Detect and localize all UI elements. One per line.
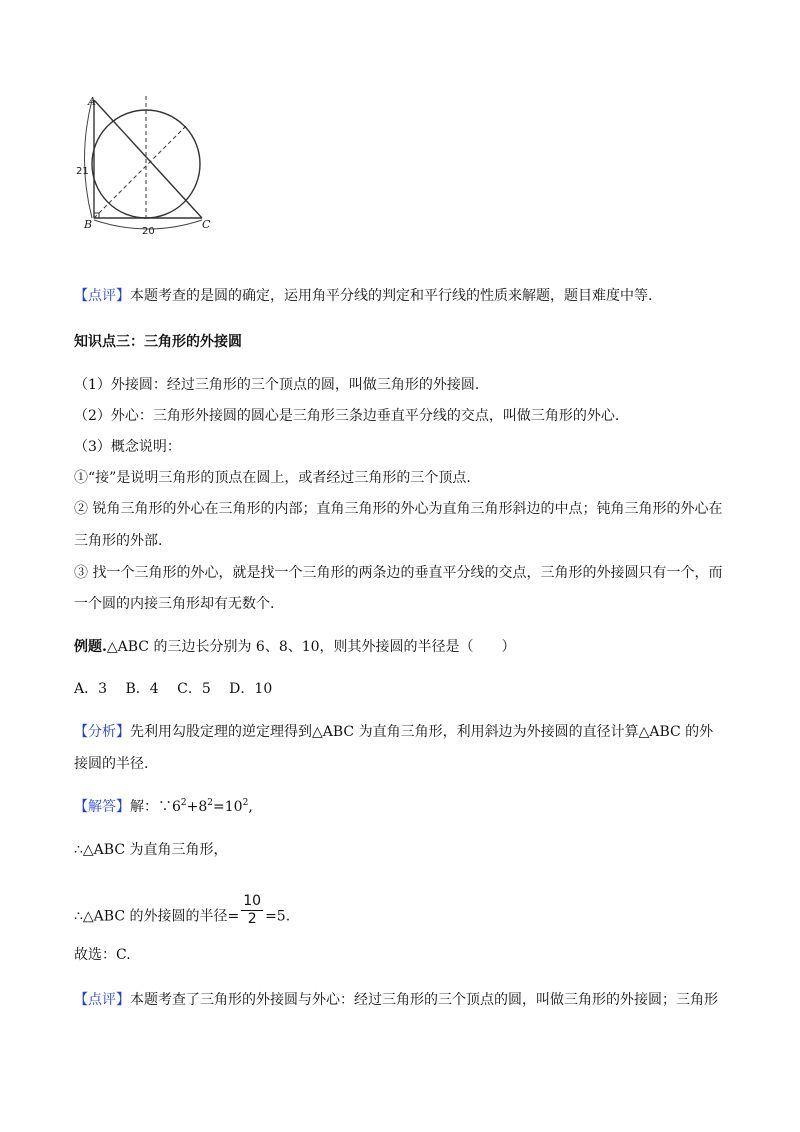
exponent: 2 [242, 798, 249, 808]
example-text: △ABC 的三边长分别为 6、8、10，则其外接圆的半径是（ ） [106, 639, 516, 655]
answer-options: A．3 B．4 C．5 D．10 [74, 681, 273, 697]
review-text: 本题考查了三角形的外接圆与外心：经过三角形的三个顶点的圆，叫做三角形的外接圆；三角形 [130, 992, 718, 1008]
example-question [74, 637, 516, 657]
analysis-tag: 【分析】 [74, 724, 130, 740]
solution-line-1 [74, 797, 253, 817]
label-b: B [84, 218, 93, 231]
point-line: （2）外心：三角形外接圆的圆心是三角形三条边垂直平分线的交点，叫做三角形的外心. [74, 408, 620, 424]
point-line: ①“接”是说明三角形的顶点在圆上，或者经过三角形的三个顶点. [74, 470, 471, 486]
fraction [241, 893, 263, 928]
example-label: 例题. [74, 639, 107, 655]
dashed-bisector [94, 125, 187, 218]
ab-length-arc [85, 100, 93, 218]
analysis-line-2: 接圆的半径. [74, 756, 149, 772]
point-line: 一个圆的内接三角形却有无数个. [74, 596, 275, 612]
review-tag: 【点评】 [74, 288, 130, 304]
label-bc-length: 20 [142, 226, 155, 237]
solution-text: =10 [213, 799, 243, 815]
label-c: C [202, 218, 211, 231]
fraction-numerator: 10 [243, 893, 262, 909]
geometry-figure [74, 92, 224, 242]
solution-tag: 【解答】 [74, 799, 130, 815]
solution-text: =5. [265, 908, 291, 925]
solution-line-2: ∴△ABC 为直角三角形， [74, 842, 228, 858]
analysis-line-1 [74, 722, 713, 742]
review-1 [74, 286, 652, 306]
review-text: 本题考查的是圆的确定，运用角平分线的判定和平行线的性质来解题，题目难度中等. [130, 288, 653, 304]
solution-text: ∴△ABC 的外接圆的半径= [74, 908, 240, 925]
solution-text: +8 [186, 799, 208, 815]
point-line: ② 锐角三角形的外心在三角形的内部；直角三角形的外心为直角三角形斜边的中点；钝角三角形的外心在 [74, 501, 723, 517]
solution-text: , [248, 799, 253, 815]
fraction-denominator: 2 [247, 911, 257, 927]
review-2 [74, 990, 718, 1010]
label-ab-length: 21 [76, 166, 89, 177]
point-line: （3）概念说明： [74, 439, 181, 455]
label-a: A [88, 95, 96, 108]
exponent: 2 [180, 798, 187, 808]
exponent: 2 [207, 798, 214, 808]
side-ac [94, 100, 202, 218]
point-line: 三角形的外部. [74, 533, 163, 549]
point-line: （1）外接圆：经过三角形的三个顶点的圆，叫做三角形的外接圆. [74, 377, 480, 393]
analysis-text: 先利用勾股定理的逆定理得到△ABC 为直角三角形，利用斜边为外接圆的直径计算△ABC 的外 [130, 724, 714, 740]
choice-line: 故选：C. [74, 947, 131, 963]
solution-line-3 [74, 893, 291, 934]
point-line: ③ 找一个三角形的外心，就是找一个三角形的两条边的垂直平分线的交点，三角形的外接圆只有一个，而 [74, 565, 723, 581]
section-title: 知识点三：三角形的外接圆 [74, 334, 242, 350]
solution-text: 解：∵6 [130, 799, 181, 815]
review-tag: 【点评】 [74, 992, 130, 1008]
